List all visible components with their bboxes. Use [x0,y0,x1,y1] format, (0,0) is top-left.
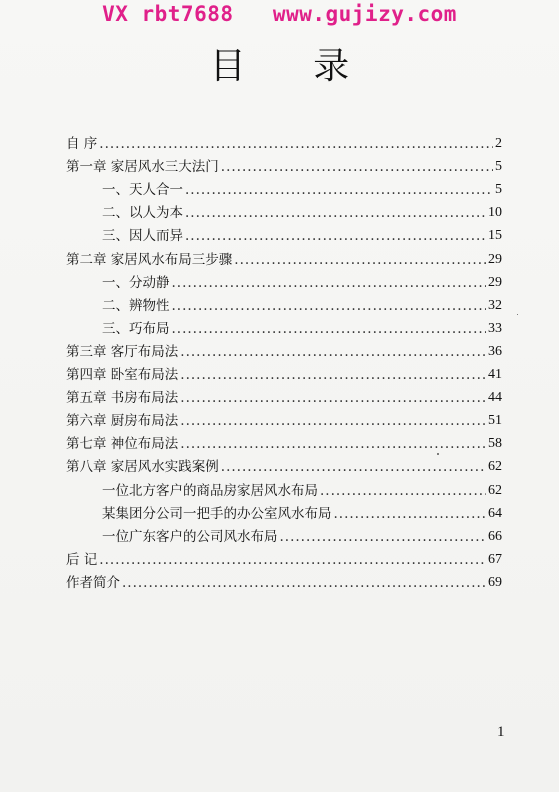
toc-entry-page: 29 [488,274,502,290]
toc-entry-page: 67 [488,551,502,567]
toc-entry-label: 二、辨物性 [102,297,170,314]
toc-entry [66,475,502,498]
toc-entry [66,129,502,152]
toc-entry [66,429,502,452]
toc-entry [66,499,502,522]
toc-entry-page: 36 [488,343,502,359]
toc-entry-label: 第一章 家居风水三大法门 [66,159,219,176]
toc-entry-label: 三、巧布局 [102,320,170,337]
toc-entry [66,291,502,314]
toc-entry [66,568,502,591]
toc-entry-label: 作者简介 [66,574,120,591]
page-number: 1 [497,724,505,740]
toc-leader-dots [172,321,487,337]
toc-leader-dots [280,529,487,545]
toc-entry-label: 第二章 家居风水布局三步骤 [66,251,233,268]
toc-entry [66,452,502,475]
toc-entry [66,406,502,429]
toc-entry [66,545,502,568]
toc-entry-page: 15 [488,228,502,244]
toc-entry-page: 64 [488,505,502,521]
toc-entry [66,244,502,267]
toc-entry-page: 2 [495,136,502,152]
toc-leader-dots [180,436,486,452]
toc-entry-page: 33 [488,320,502,336]
toc-entry-label: 一、天人合一 [102,182,183,199]
toc-entry-page: 29 [488,251,502,267]
toc-entry-page: 62 [488,482,502,498]
toc-leader-dots [320,483,486,499]
toc-leader-dots [180,390,486,406]
toc-entry-label: 第五章 书房布局法 [66,390,179,407]
toc-entry-label: 第四章 卧室布局法 [66,367,179,384]
toc-entry-page: 5 [495,159,502,175]
toc-entry-label: 后 记 [66,551,98,568]
toc-leader-dots [180,413,486,429]
toc-entry-page: 51 [488,413,502,429]
toc-leader-dots [172,275,487,291]
page-title: 目 录 [209,46,378,87]
toc-entry [66,383,502,406]
toc-leader-dots [185,182,493,198]
toc-leader-dots [180,344,486,360]
toc-leader-dots [334,506,487,522]
toc-leader-dots [122,575,486,591]
toc-entry [66,314,502,337]
toc-entry-label: 一、分动静 [102,274,170,291]
toc-entry [66,360,502,383]
toc-entry [66,198,502,221]
toc-entry-label: 第八章 家居风水实践案例 [66,459,219,476]
toc-leader-dots [221,159,493,175]
toc-leader-dots [185,228,486,244]
toc-entry-label: 第三章 客厅布局法 [66,343,179,360]
toc-entry-label: 三、因人而异 [102,228,183,245]
toc-leader-dots [180,367,486,383]
toc-entry-page: 32 [488,297,502,313]
toc-entry-page: 58 [488,436,502,452]
toc-entry-label: 第六章 厨房布局法 [66,413,179,430]
toc-entry-label: 二、以人为本 [102,205,183,222]
toc-entry [66,175,502,198]
toc-entry [66,268,502,291]
toc-entry-page: 10 [488,205,502,221]
toc-entry-label: 自 序 [66,136,98,153]
scan-speck [517,314,518,315]
toc-leader-dots [234,252,486,268]
toc-entry-page: 69 [488,574,502,590]
toc-entry-label: 某集团分公司一把手的办公室风水布局 [102,505,332,522]
toc-leader-dots [99,136,493,152]
toc-entry-label: 第七章 神位布局法 [66,436,179,453]
toc-leader-dots [221,459,486,475]
toc-entry-page: 66 [488,528,502,544]
toc-leader-dots [99,552,486,568]
toc-entry [66,221,502,244]
toc-entry-page: 44 [488,390,502,406]
table-of-contents [66,129,502,591]
toc-entry [66,522,502,545]
scan-speck [437,453,439,455]
toc-leader-dots [185,205,486,221]
toc-entry [66,337,502,360]
toc-entry-page: 62 [488,459,502,475]
toc-entry-label: 一位北方客户的商品房家居风水布局 [102,482,318,499]
toc-entry-page: 5 [495,182,502,198]
watermark: VX rbt7688 www.gujizy.com [102,2,457,26]
toc-leader-dots [172,298,487,314]
toc-entry [66,152,502,175]
toc-entry-page: 41 [488,367,502,383]
toc-entry-label: 一位广东客户的公司风水布局 [102,528,278,545]
